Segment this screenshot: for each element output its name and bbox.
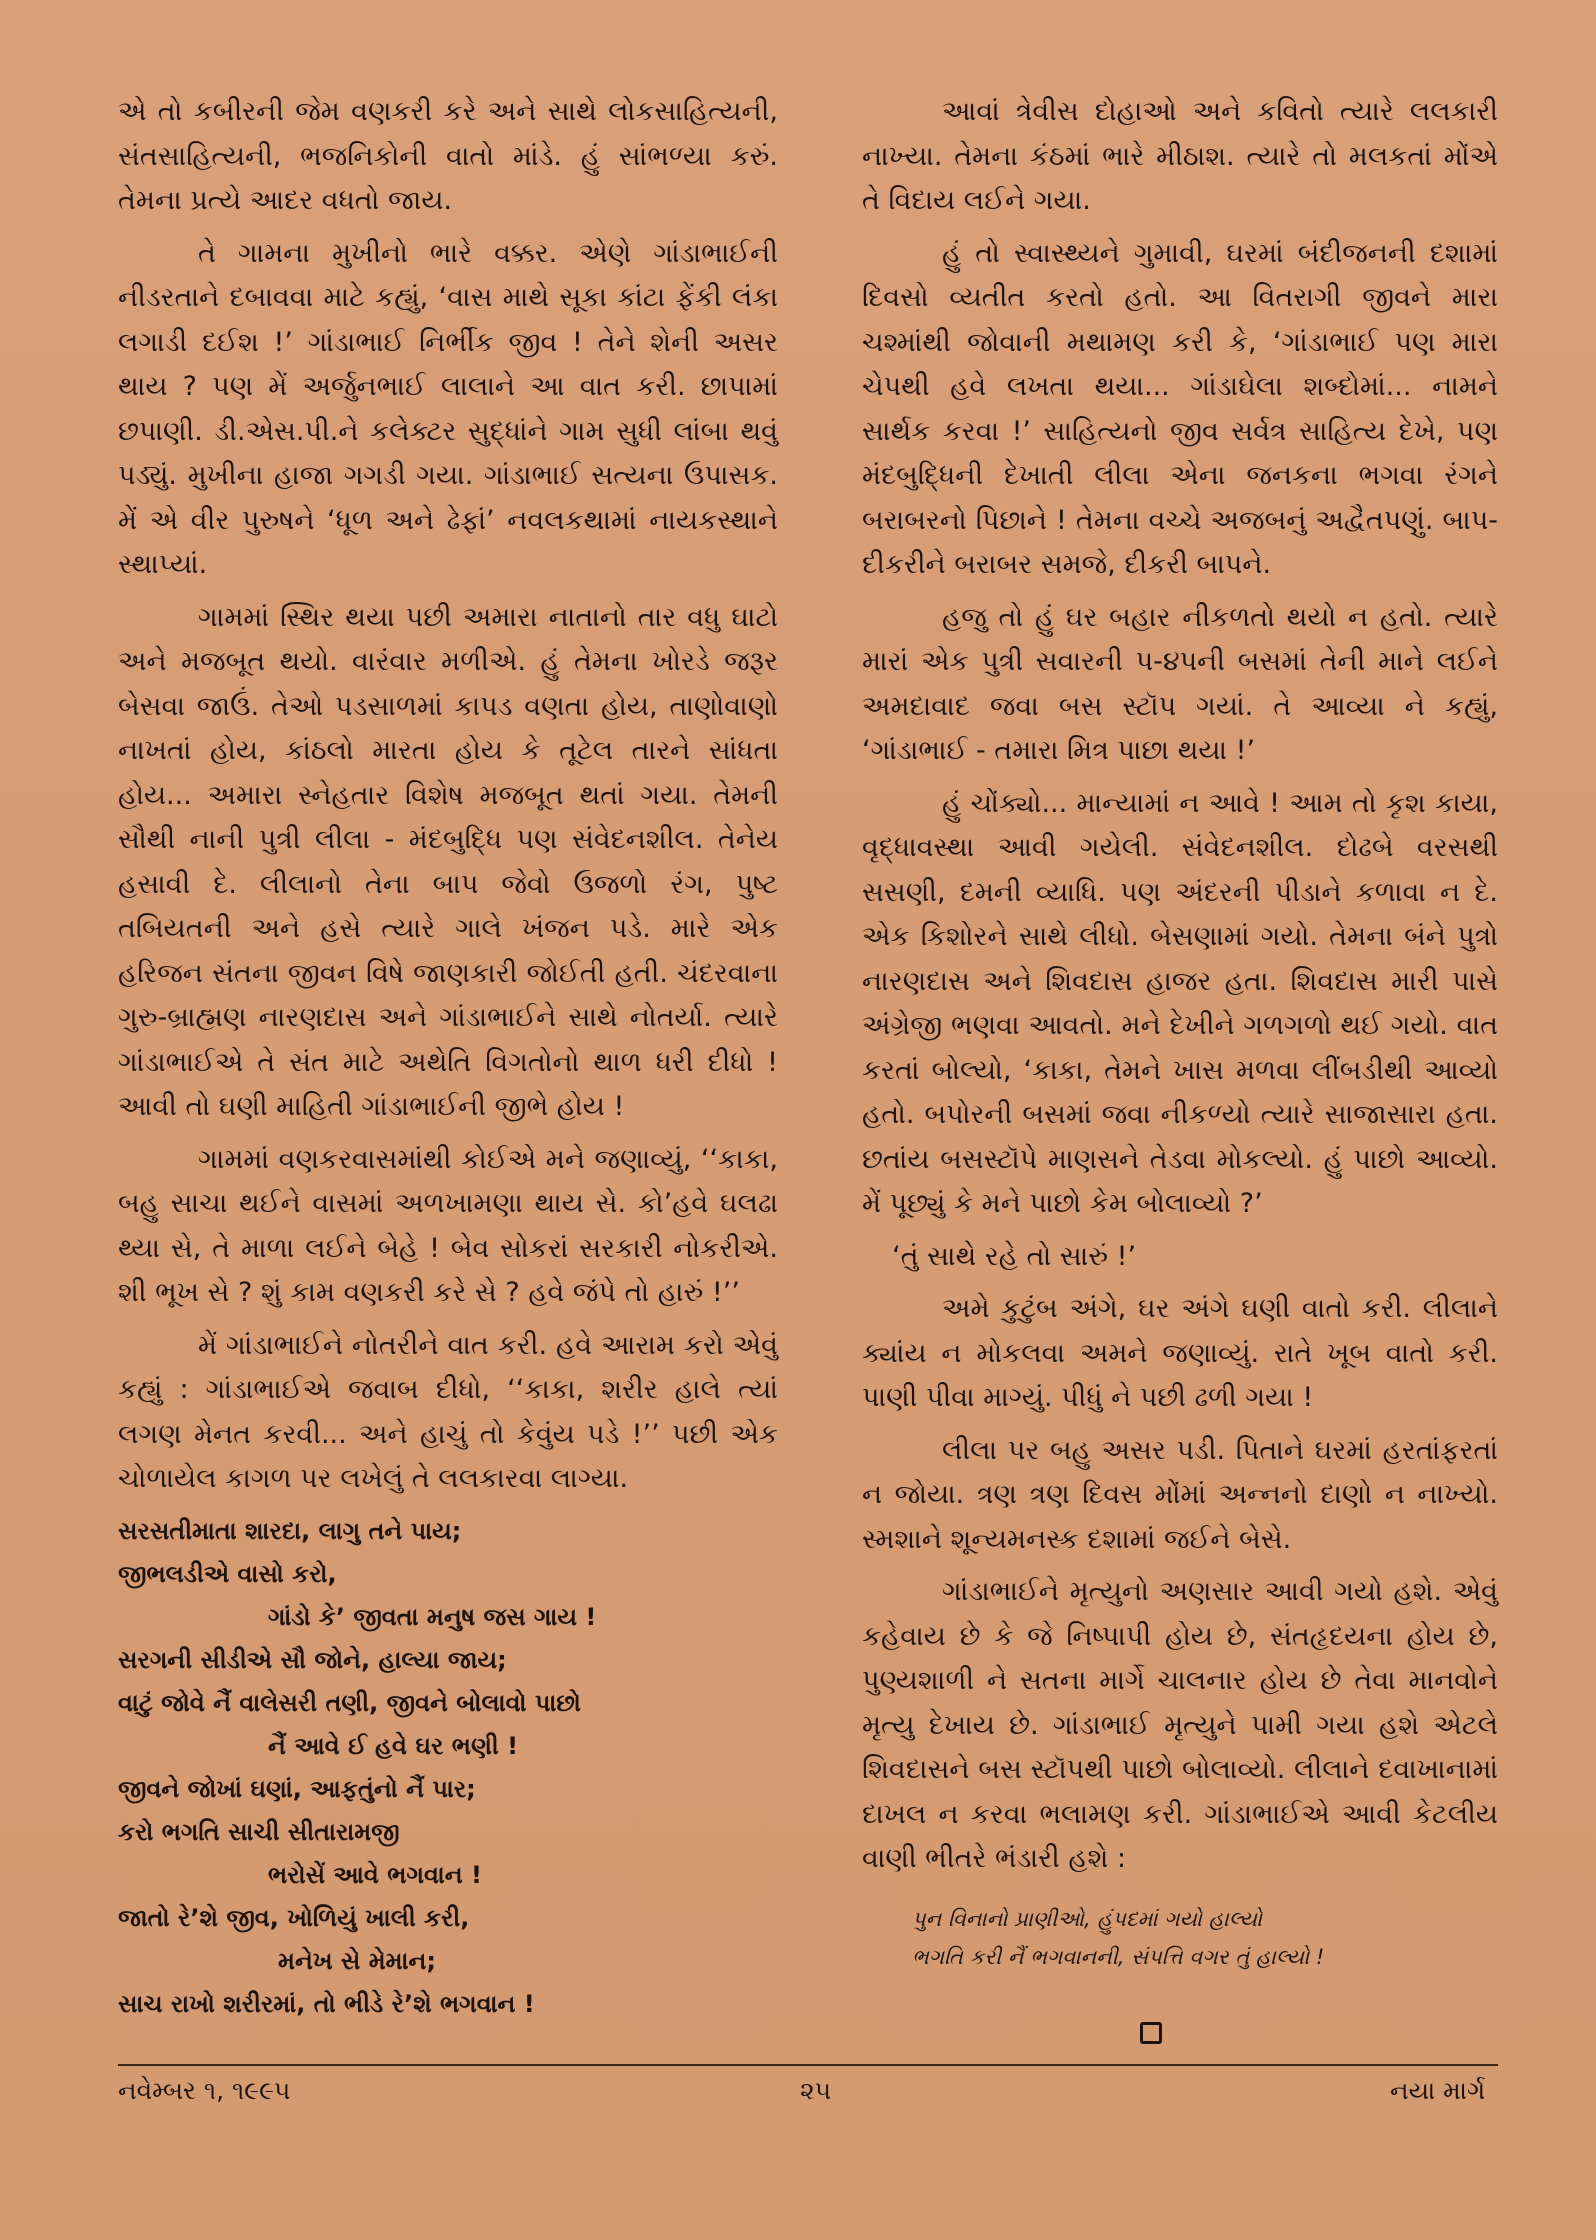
paragraph: અમે કુટુંબ અંગે, ઘર અંગે ઘણી વાતો કરી. લીલાને ક્યાંય ન મોકલવા અમને જણાવ્યું. રાતે ખૂબ વાતો કરી. પાણી પીવા માગ્યું. પીધું ને પછી ઢળી ગયા !: [862, 1293, 1498, 1413]
couplet-line: પુન વિનાનો પ્રાણીઓ, હુંપદમાં ગયો હાલ્યો: [912, 1906, 1263, 1931]
poem-line: કરો ભગતિ સાચી સીતારામજી: [118, 1817, 400, 1846]
paragraph: ગામમાં વણકરવાસમાંથી કોઈએ મને જણાવ્યું, ‘‘કાકા, બહુ સાચા થઈને વાસમાં અળખામણા થાય સે. કો’હવે ઘલઢા થ્યા સે, તે માળા લઈને બેહે ! બેવ સોકરાં સરકારી નોકરીએ. શી ભૂખ સે ? શું કામ વણકરી કરે સે ? હવે જંપે તો હારું !’’: [118, 1143, 778, 1308]
paragraph: ગામમાં સ્થિર થયા પછી અમારા નાતાનો તાર વધુ ઘાટો અને મજબૂત થયો. વારંવાર મળીએ. હું તેમના ખોરડે જરૂર બેસવા જાઉં. તેઓ પડસાળમાં કાપડ વણતા હોય, તાણોવાણો નાખતાં હોય, કાંઠલો મારતા હોય કે તૂટેલ તારને સાંધતા હોય... અમારા સ્નેહતાર વિશેષ મજબૂત થતાં ગયા. તેમની સૌથી નાની પુત્રી લીલા - મંદબુદ્ધિ પણ સંવેદનશીલ. તેનેય હસાવી દે. લીલાનો તેના બાપ જેવો ઉજળો રંગ, પુષ્ટ તબિયતની અને હસે ત્યારે ગાલે ખંજન પડે. મારે એક હરિજન સંતના જીવન વિષે જાણકારી જોઈતી હતી. ચંદરવાના ગુરુ-બ્રાહ્મણ નારણદાસ અને ગાંડાભાઈને સાથે નોતર્યા. ત્યારે ગાંડાભાઈએ તે સંત માટે અથેતિ વિગતોનો થાળ ધરી દીધો ! આવી તો ઘણી માહિતી ગાંડાભાઈની જીભે હોય !: [118, 601, 778, 1122]
paragraph: હું ચોંક્યો... માન્યામાં ન આવે ! આમ તો કૃશ કાયા, વૃદ્ધાવસ્થા આવી ગયેલી. સંવેદનશીલ. દોઢબે વરસથી સસણી, દમની વ્યાધિ. પણ અંદરની પીડાને કળાવા ન દે. એક કિશોરને સાથે લીધો. બેસણામાં ગયો. તેમના બંને પુત્રો નારણદાસ અને શિવદાસ હાજર હતા. શિવદાસ મારી પાસે અંગ્રેજી ભણવા આવતો. મને દેખીને ગળગળો થઈ ગયો. વાત કરતાં બોલ્યો, ‘કાકા, તેમને ખાસ મળવા લીંબડીથી આવ્યો હતો. બપોરની બસમાં જવા નીકળ્યો ત્યારે સાજાસારા હતા. છતાંય બસસ્ટૉપે માણસને તેડવા મોકલ્યો. હું પાછો આવ્યો. મેં પૂછ્યું કે મને પાછો કેમ બોલાવ્યો ?’: [862, 787, 1498, 1219]
poem-line: સરગની સીડીએ સૌ જોને, હાલ્યા જાય;: [118, 1645, 507, 1674]
poem-line: ભરોસેં આવે ભગવાન !: [268, 1860, 482, 1889]
paragraph: લીલા પર બહુ અસર પડી. પિતાને ઘરમાં હરતાંફરતાં ન જોયા. ત્રણ ત્રણ દિવસ મોંમાં અન્નનો દાણો ન નાખ્યો. સ્મશાને શૂન્યમનસ્ક દશામાં જઈને બેસે.: [862, 1434, 1498, 1555]
poem-line: જીવને જોખાં ઘણાં, આફતુંનો નૈં પાર;: [118, 1774, 476, 1803]
poem-line: ગાંડો કે’ જીવતા મનુષ જસ ગાય !: [268, 1602, 597, 1631]
paragraph: હું તો સ્વાસ્થ્યને ગુમાવી, ઘરમાં બંદીજનની દશામાં દિવસો વ્યતીત કરતો હતો. આ વિતરાગી જીવને મારા ચશ્માંથી જોવાની મથામણ કરી કે, ‘ગાંડાભાઈ પણ મારા ચેપથી હવે લખતા થયા... ગાંડાઘેલા શબ્દોમાં... નામને સાર્થક કરવા !’ સાહિત્યનો જીવ સર્વત્ર સાહિત્ય દેખે, પણ મંદબુદ્ધિની દેખાતી લીલા એના જનકના ભગવા રંગને બરાબરનો પિછાને ! તેમના વચ્ચે અજબનું અદ્વૈતપણું. બાપ-દીકરીને બરાબર સમજે, દીકરી બાપને.: [862, 237, 1498, 580]
right-column: [862, 90, 1498, 1976]
page-number: ૨૫: [800, 2076, 832, 2105]
paragraph: તે ગામના મુખીનો ભારે વક્કર. એણે ગાંડાભાઈની નીડરતાને દબાવવા માટે કહ્યું, ‘વાસ માથે સૂકા કાંટા ફેંકી લંકા લગાડી દઈશ !’ ગાંડાભાઈ નિર્ભીક જીવ ! તેને શેની અસર થાય ? પણ મેં અર્જુનભાઈ લાલાને આ વાત કરી. છાપામાં છપાણી. ડી.એસ.પી.ને કલેક્ટર સુદ્ધાંને ગામ સુધી લાંબા થવું પડ્યું. મુખીના હાજા ગગડી ગયા. ગાંડાભાઈ સત્યના ઉપાસક. મેં એ વીર પુરુષને ‘ધૂળ અને ઢેફાં’ નવલકથામાં નાયકસ્થાને સ્થાપ્યાં.: [118, 237, 778, 580]
poem-line: સાચ રાખો શરીરમાં, તો ભીડે રે’શે ભગવાન !: [118, 1989, 535, 2018]
magazine-name: નયા માર્ગ: [1390, 2076, 1486, 2105]
paragraph: ‘તું સાથે રહે તો સારું !’: [892, 1240, 1137, 1272]
paragraph: આવાં ત્રેવીસ દોહાઓ અને કવિતો ત્યારે લલકારી નાખ્યા. તેમના કંઠમાં ભારે મીઠાશ. ત્યારે તો મલકતાં મોંએ તે વિદાય લઈને ગયા.: [862, 96, 1498, 216]
poem-line: જાતો રે’શે જીવ, ખોળિયું ખાલી કરી,: [118, 1903, 470, 1932]
poem-line: નૈં આવે ઈ હવે ઘર ભણી !: [268, 1731, 519, 1760]
poem-line: મનેખ સે મેમાન;: [278, 1946, 436, 1975]
poem-line: સરસતીમાતા શારદા, લાગુ તને પાય;: [118, 1516, 462, 1545]
paragraph: હજુ તો હું ઘર બહાર નીકળતો થયો ન હતો. ત્યારે મારાં એક પુત્રી સવારની પ-૪પની બસમાં તેની માને લઈને અમદાવાદ જવા બસ સ્ટૉપ ગયાં. તે આવ્યા ને કહ્યું, ‘ગાંડાભાઈ - તમારા મિત્ર પાછા થયા !’: [862, 601, 1498, 766]
end-of-article-box-icon: [1140, 2022, 1162, 2044]
footer-divider: [118, 2064, 1498, 2066]
poem-line: વાટું જોવે નૈં વાલેસરી તણી, જીવને બોલાવો પાછો: [118, 1688, 581, 1717]
couplet: [912, 1900, 1498, 1976]
poem-line: જીભલડીએ વાસો કરો,: [118, 1559, 337, 1588]
paragraph: ગાંડાભાઈને મૃત્યુનો અણસાર આવી ગયો હશે. એવું કહેવાય છે કે જે નિષ્પાપી હોય છે, સંતહૃદયના હોય છે, પુણ્યશાળી ને સતના માર્ગે ચાલનાર હોય છે તેવા માનવોને મૃત્યુ દેખાય છે. ગાંડાભાઈ મૃત્યુને પામી ગયા હશે એટલે શિવદાસને બસ સ્ટૉપથી પાછો બોલાવ્યો. લીલાને દવાખાનામાં દાખલ ન કરવા ભલામણ કરી. ગાંડાભાઈએ આવી કેટલીય વાણી ભીતરે ભંડારી હશે :: [862, 1576, 1498, 1874]
issue-date: નવેમ્બર ૧, ૧૯૯૫: [118, 2076, 291, 2105]
paragraph: મેં ગાંડાભાઈને નોતરીને વાત કરી. હવે આરામ કરો એવું કહ્યું : ગાંડાભાઈએ જવાબ દીધો, ‘‘કાકા, શરીર હાલે ત્યાં લગણ મેનત કરવી... અને હાચું તો કેવુંય પડે !’’ પછી એક ચોળાયેલ કાગળ પર લખેલું તે લલકારવા લાગ્યા.: [118, 1329, 778, 1494]
folk-poem: [118, 1510, 778, 2026]
left-column: [118, 90, 778, 2026]
paragraph: એ તો કબીરની જેમ વણકરી કરે અને સાથે લોકસાહિત્યની, સંતસાહિત્યની, ભજનિકોની વાતો માંડે. હું સાંભળ્યા કરું. તેમના પ્રત્યે આદર વધતો જાય.: [118, 96, 778, 216]
couplet-line: ભગતિ કરી નૈં ભગવાનની, સંપત્તિ વગર તું હાલ્યો !: [912, 1944, 1325, 1969]
